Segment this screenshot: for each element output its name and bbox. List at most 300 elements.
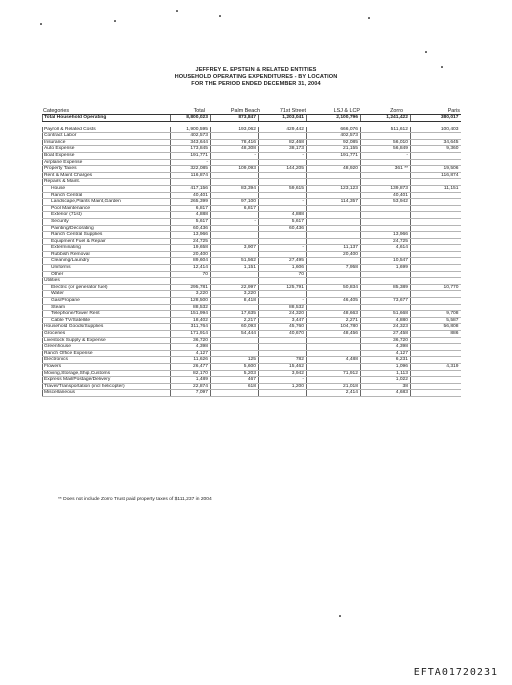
table-row [43,258,461,265]
table-row [43,390,461,397]
table-row [43,383,461,390]
table-row [43,251,461,258]
table-row [43,337,461,344]
value-cell: 6,817 [211,205,259,212]
value-cell: 402,573 [307,133,361,140]
value-cell [211,278,259,285]
value-cell: 125,791 [259,284,307,291]
value-cell [411,218,461,225]
category-label: Ranch Office Expense [43,350,171,357]
value-cell [411,304,461,311]
value-cell: 322,085 [171,166,211,173]
value-cell: 2,217 [211,317,259,324]
category-label: Steam [43,304,171,311]
value-cell: 40,670 [259,331,307,338]
value-cell [211,390,259,397]
value-cell: 12,414 [171,265,211,272]
value-cell [361,205,411,212]
category-label: Cleaning/Laundry [43,258,171,265]
value-cell: 1,022 [361,377,411,384]
value-cell: 361 ** [361,166,411,173]
col-header-71st-street: 71st Street [279,108,306,114]
category-label: Total Household Operating [43,115,171,122]
value-cell: 618 [211,383,259,390]
table-row [43,265,461,272]
value-cell: 48,308 [211,146,259,153]
table-row [43,185,461,192]
category-label: Airplane Expense [43,159,171,166]
value-cell: 21,018 [307,383,361,390]
scan-speck [114,20,116,22]
value-cell: 82,468 [259,139,307,146]
value-cell: 151,994 [171,311,211,318]
category-label: Telephone/Tower Rent [43,311,171,318]
category-label: House [43,185,171,192]
category-label: Uniforms [43,265,171,272]
value-cell: 27,458 [361,331,411,338]
value-cell [171,179,211,186]
scan-speck [441,66,443,68]
value-cell [411,212,461,219]
category-label: Exterior (71st) [43,212,171,219]
value-cell: 38 [361,383,411,390]
value-cell [307,218,361,225]
table-row [43,192,461,199]
value-cell: 467 [211,377,259,384]
table-row [43,218,461,225]
category-label: Rent & Maint Charges [43,172,171,179]
value-cell: 265,399 [171,199,211,206]
value-cell: 5,617 [171,218,211,225]
category-label: Utilities [43,278,171,285]
value-cell [307,212,361,219]
category-label: Painting/Decorating [43,225,171,232]
value-cell [307,271,361,278]
value-cell [307,225,361,232]
value-cell: 24,320 [259,311,307,318]
category-label: Water [43,291,171,298]
value-cell: 56,010 [361,139,411,146]
value-cell [361,159,411,166]
value-cell: 100,403 [411,127,461,133]
value-cell: 5,587 [411,317,461,324]
value-cell [307,337,361,344]
value-cell [307,377,361,384]
category-label: Miscellaneous [43,390,171,397]
table-row [43,152,461,159]
value-cell: 104,780 [307,324,361,331]
value-cell: 18,402 [171,317,211,324]
table-row [43,172,461,179]
value-cell: 45,760 [259,324,307,331]
value-cell: 13,966 [361,232,411,239]
value-cell [411,205,461,212]
value-cell: 11,137 [307,245,361,252]
value-cell: 8,800,023 [171,115,211,122]
value-cell [211,225,259,232]
value-cell [411,179,461,186]
value-cell: 24,725 [171,238,211,245]
expenditure-table [42,114,461,397]
value-cell [411,245,461,252]
category-label: Insurance [43,139,171,146]
table-row [43,205,461,212]
value-cell [211,304,259,311]
value-cell: 60,436 [171,225,211,232]
value-cell [259,291,307,298]
category-label: Express Mail/Postage/Delivery [43,377,171,384]
value-cell: 4,127 [361,350,411,357]
value-cell [307,205,361,212]
value-cell: 417,156 [171,185,211,192]
value-cell: 1,699 [361,265,411,272]
value-cell [307,258,361,265]
value-cell: 11,151 [411,185,461,192]
value-cell [307,304,361,311]
value-cell [211,212,259,219]
value-cell: 116,874 [411,172,461,179]
category-label: Contract Labor [43,133,171,140]
value-cell [259,179,307,186]
value-cell: 9,708 [411,311,461,318]
value-cell [211,172,259,179]
table-row [43,370,461,377]
value-cell: 40,401 [171,192,211,199]
value-cell: 139,873 [361,185,411,192]
value-cell [259,172,307,179]
report-title: HOUSEHOLD OPERATING EXPENDITURES - BY LOCATION [174,74,338,80]
value-cell: - [259,377,307,384]
value-cell: 3,907 [211,245,259,252]
value-cell: 1,606 [259,265,307,272]
category-label: Electronics [43,357,171,364]
col-header-palm-beach: Palm Beach [230,108,260,114]
value-cell: 36,720 [361,337,411,344]
footnote: ** Does not include Zorro Trust paid property taxes of $111,237 in 2004 [58,497,212,502]
value-cell: 10,547 [361,258,411,265]
value-cell: 116,874 [171,172,211,179]
value-cell [411,291,461,298]
table-row [43,304,461,311]
value-cell: 34,645 [411,139,461,146]
category-label: Groceries [43,331,171,338]
value-cell [259,232,307,239]
value-cell: 2,100,796 [307,115,361,122]
value-cell [361,225,411,232]
table-row [43,146,461,153]
category-label: Property Taxes [43,166,171,173]
value-cell: 123,123 [307,185,361,192]
value-cell [411,251,461,258]
value-cell: 429,442 [259,127,307,133]
value-cell: 82,170 [171,370,211,377]
value-cell [411,199,461,206]
value-cell: 78,416 [211,139,259,146]
scan-speck [40,23,42,25]
value-cell: 88,532 [171,304,211,311]
value-cell: 128,500 [171,298,211,305]
value-cell [411,192,461,199]
value-cell: 2,271 [307,317,361,324]
table-row [43,291,461,298]
value-cell: 1,151 [211,265,259,272]
value-cell: 24,323 [361,324,411,331]
value-cell: 886 [411,331,461,338]
value-cell: 92,085 [307,139,361,146]
value-cell: 191,771 [307,152,361,159]
col-header-total: Total [193,108,205,114]
value-cell [411,298,461,305]
value-cell [211,238,259,245]
value-cell [411,370,461,377]
value-cell: 3,220 [211,291,259,298]
value-cell: 50,834 [307,284,361,291]
report-entity-title: JEFFREY E. EPSTEIN & RELATED ENTITIES [195,67,317,73]
value-cell: 7,958 [307,265,361,272]
value-cell: 85,389 [361,284,411,291]
value-cell: 6,817 [171,205,211,212]
value-cell: 22,997 [211,284,259,291]
col-header-zorro: Zorro [390,108,403,114]
value-cell [307,192,361,199]
value-cell: 15,462 [259,363,307,370]
category-label: Payroll & Related Costs [43,127,171,133]
value-cell [259,251,307,258]
category-label: Ranch Central [43,192,171,199]
value-cell: 48,663 [307,311,361,318]
category-label: Livestock Supply & Expense [43,337,171,344]
value-cell: 27,495 [259,258,307,265]
value-cell [211,350,259,357]
value-cell: 88,532 [259,304,307,311]
category-label: Moving,Storage,Ship,Customs [43,370,171,377]
category-label: Rubbish Removal [43,251,171,258]
value-cell [361,133,411,140]
table-row [43,159,461,166]
value-cell: 4,398 [171,344,211,351]
value-cell: 144,205 [259,166,307,173]
value-cell [307,172,361,179]
value-cell: 1,241,422 [361,115,411,122]
value-cell: - [361,152,411,159]
value-cell: 71,912 [307,370,361,377]
value-cell: 51,562 [211,258,259,265]
value-cell [411,350,461,357]
table-row [43,324,461,331]
value-cell: 402,573 [171,133,211,140]
value-cell: 40,401 [361,192,411,199]
value-cell [259,205,307,212]
category-label: Boat Expense [43,152,171,159]
value-cell [259,192,307,199]
value-cell: 173,845 [171,146,211,153]
value-cell: 20,400 [171,251,211,258]
table-row [43,377,461,384]
table-row [43,357,461,364]
value-cell: 4,888 [171,212,211,219]
value-cell [411,265,461,272]
category-label: Travel/Transportation (incl helicopter) [43,383,171,390]
value-cell [361,212,411,219]
table-row [43,298,461,305]
value-cell [307,238,361,245]
total-row [43,115,461,122]
value-cell: 1,113 [361,370,411,377]
value-cell: 109,093 [211,166,259,173]
value-cell: 53,942 [361,199,411,206]
value-cell [361,278,411,285]
value-cell: 19,506 [411,166,461,173]
col-header-categories: Categories [43,108,70,114]
value-cell: 4,319 [411,363,461,370]
scan-speck [176,10,178,12]
scan-speck [219,15,221,17]
value-cell: 10,770 [411,284,461,291]
value-cell [411,390,461,397]
value-cell [211,133,259,140]
category-label: Exterminating [43,245,171,252]
value-cell: 191,771 [171,152,211,159]
value-cell: 22,874 [171,383,211,390]
value-cell: 1,096 [361,363,411,370]
value-cell: - [259,152,307,159]
value-cell: 380,017 [411,115,461,122]
table-row [43,331,461,338]
table-row [43,212,461,219]
value-cell: 9,360 [411,146,461,153]
value-cell: 1,203,041 [259,115,307,122]
value-cell: 89,604 [171,258,211,265]
table-row [43,317,461,324]
value-cell [411,225,461,232]
value-cell: 26,477 [171,363,211,370]
value-cell: 97,100 [211,199,259,206]
table-row [43,133,461,140]
value-cell [211,251,259,258]
value-cell: 46,405 [307,298,361,305]
value-cell [211,232,259,239]
value-cell [307,278,361,285]
scan-speck [339,615,341,617]
value-cell [411,238,461,245]
value-cell: 56,808 [411,324,461,331]
value-cell: 114,357 [307,199,361,206]
value-cell [307,159,361,166]
category-label: Greenhouse [43,344,171,351]
value-cell: 20,400 [307,251,361,258]
value-cell: 6,231 [361,357,411,364]
value-cell [211,179,259,186]
value-cell [259,238,307,245]
value-cell: 48,920 [307,166,361,173]
value-cell [361,291,411,298]
value-cell: 782 [259,357,307,364]
value-cell: 60,093 [211,324,259,331]
value-cell: 5,203 [211,370,259,377]
value-cell [307,350,361,357]
table-row [43,278,461,285]
value-cell [307,179,361,186]
value-cell [411,344,461,351]
value-cell: 2,414 [307,390,361,397]
value-cell [211,192,259,199]
table-row [43,344,461,351]
value-cell: 343,644 [171,139,211,146]
value-cell [211,271,259,278]
value-cell [259,390,307,397]
category-label: Auto Expense [43,146,171,153]
value-cell: 5,600 [211,363,259,370]
value-cell [361,304,411,311]
value-cell: 24,725 [361,238,411,245]
value-cell: 38,173 [259,146,307,153]
value-cell: - [259,199,307,206]
table-row [43,238,461,245]
table-row [43,199,461,206]
value-cell: 4,880 [361,317,411,324]
value-cell: 7,097 [171,390,211,397]
value-cell: 73,677 [361,298,411,305]
category-label: Cable TV/Satellite [43,317,171,324]
value-cell: - [171,159,211,166]
category-label: Repairs & Maint. [43,179,171,186]
value-cell [211,344,259,351]
value-cell [411,159,461,166]
value-cell [411,271,461,278]
col-header-lsj-lcp: LSJ & LCP [333,108,360,114]
value-cell: 295,781 [171,284,211,291]
scan-speck [425,51,427,53]
value-cell: 4,614 [361,245,411,252]
scan-speck [368,17,370,19]
value-cell [259,344,307,351]
value-cell: 873,847 [211,115,259,122]
value-cell [411,377,461,384]
table-row [43,284,461,291]
value-cell [307,291,361,298]
value-cell [259,159,307,166]
value-cell: - [211,152,259,159]
value-cell [411,357,461,364]
value-cell: 4,488 [307,357,361,364]
value-cell [361,179,411,186]
table-row [43,363,461,370]
table-row [43,166,461,173]
value-cell: 51,668 [361,311,411,318]
value-cell [211,159,259,166]
value-cell: 17,635 [211,311,259,318]
table-row [43,245,461,252]
value-cell: 193,062 [211,127,259,133]
value-cell [259,350,307,357]
value-cell [307,363,361,370]
value-cell: 60,436 [259,225,307,232]
value-cell: 4,683 [361,390,411,397]
value-cell: 36,720 [171,337,211,344]
value-cell: 3,447 [259,317,307,324]
value-cell: 70 [171,271,211,278]
value-cell [411,383,461,390]
table-row [43,179,461,186]
table-row [43,350,461,357]
value-cell: 48,456 [307,331,361,338]
value-cell: 54,444 [211,331,259,338]
category-label: Landscape,Plants Maint,Garden [43,199,171,206]
value-cell [411,258,461,265]
value-cell: 511,612 [361,127,411,133]
col-header-paris: Paris [447,108,460,114]
value-cell: 70 [259,271,307,278]
